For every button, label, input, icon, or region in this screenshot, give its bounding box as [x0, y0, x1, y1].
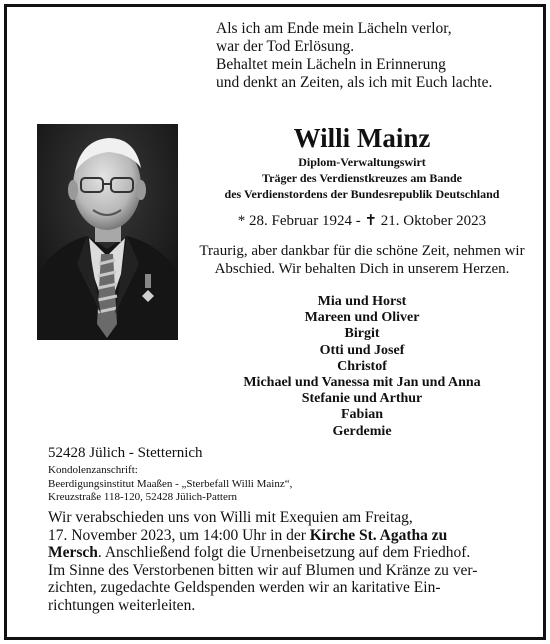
- birth-date: 28. Februar 1924: [249, 213, 352, 229]
- mourner-entry: Christof: [337, 358, 387, 374]
- condolence-line: Beerdigungsinstitut Maaßen - „Sterbefall Willi Mainz“,: [48, 477, 293, 490]
- mourner-entry: Stefanie und Arthur: [301, 391, 423, 407]
- service-line: Im Sinne des Verstorbenen bitten wir auf Blumen und Kränze zu ver-: [48, 561, 478, 579]
- poem-line: Behaltet mein Lächeln in Erinnerung: [216, 56, 446, 73]
- mourning-message: [182, 242, 542, 278]
- service-line: [48, 544, 528, 562]
- service-text: . Anschließend folgt die Urnenbeisetzung auf dem Friedhof.: [97, 544, 471, 561]
- mourner-entry: Otti und Josef: [319, 342, 405, 358]
- location: 52428 Jülich - Stetternich: [48, 445, 203, 461]
- service-line: [48, 527, 528, 545]
- birth-icon: *: [237, 213, 246, 229]
- mourner-entry: Mia und Horst: [317, 294, 407, 309]
- message-line: Abschied. Wir behalten Dich in unserem Herzen.: [214, 261, 510, 277]
- poem: [216, 20, 536, 92]
- deceased-honor: Träger des Verdienstkreuzes am Bande: [262, 171, 462, 185]
- mourner-entry: Michael und Vanessa mit Jan und Anna: [243, 375, 481, 391]
- mourner-entry: Fabian: [340, 407, 383, 423]
- life-dates: [182, 212, 542, 230]
- portrait-photo: [37, 124, 178, 340]
- poem-line: und denkt an Zeiten, als ich mit Euch lachte.: [216, 74, 493, 91]
- deceased-title: Diplom-Verwaltungswirt: [298, 155, 426, 169]
- mourner-entry: Birgit: [344, 326, 380, 342]
- message-line: Traurig, aber dankbar für die schöne Zeit, nehmen wir: [199, 243, 525, 259]
- service-line: richtungen weiterleiten.: [48, 596, 196, 614]
- deceased-honor-order: des Verdienstordens der Bundesrepublik Deutschland: [224, 187, 500, 201]
- deceased-name: Willi Mainz: [293, 123, 431, 153]
- church-name: Kirche St. Agatha zu: [309, 526, 448, 544]
- date-separator: -: [355, 213, 361, 229]
- mourner-entry: Mareen und Oliver: [304, 310, 420, 326]
- death-date: 21. Oktober 2023: [380, 213, 487, 229]
- condolence-label: Kondolenzanschrift:: [48, 464, 138, 476]
- mourner-entry: Gerdemie: [332, 423, 392, 439]
- church-location: Mersch: [48, 544, 98, 561]
- cross-icon: ✝: [364, 213, 378, 229]
- service-text: 17. November 2023, um 14:00 Uhr in der: [48, 526, 310, 544]
- deceased-block: [182, 120, 542, 440]
- portrait-illustration: [37, 124, 178, 340]
- poem-line: Als ich am Ende mein Lächeln verlor,: [216, 20, 452, 37]
- service-line: Wir verabschieden uns von Willi mit Exequien am Freitag,: [48, 509, 413, 526]
- condolence-address: [48, 464, 292, 505]
- condolence-line: Kreuzstraße 118-120, 52428 Jülich-Pattern: [48, 491, 237, 503]
- mourners-list: [182, 294, 542, 440]
- poem-line: war der Tod Erlösung.: [216, 38, 355, 55]
- service-line: zichten, zugedachte Geldspenden werden wir an karitative Ein-: [48, 579, 441, 596]
- service-information: [48, 509, 528, 614]
